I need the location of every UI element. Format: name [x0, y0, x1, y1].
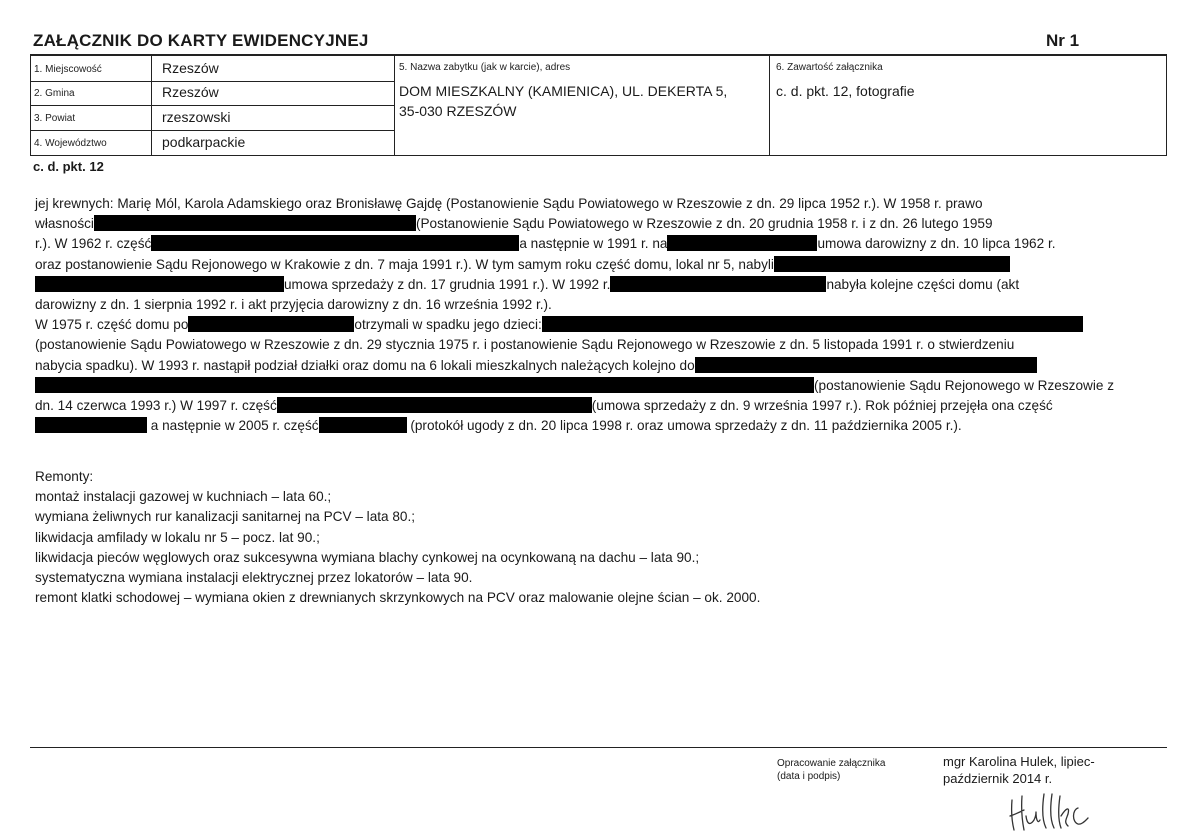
redaction-bar	[188, 316, 354, 332]
column-divider-content	[769, 55, 770, 156]
redaction-bar	[35, 417, 147, 433]
text-line: r.). W 1962 r. część a następnie w 1991 r. na umowa darowizny z dn. 10 lipca 1962 r.	[35, 236, 1056, 252]
text-line: dn. 14 czerwca 1993 r.) W 1997 r. część (umowa sprzedaży z dn. 9 września 1997 r.). Rok później przejęła ona część	[35, 398, 1053, 414]
list-item: likwidacja pieców węglowych oraz sukcesywna wymiana blachy cynkowej na ocynkowaną na dachu – lata 90.;	[35, 549, 700, 565]
nazwa-value-line1: DOM MIESZKALNY (KAMIENICA), UL. DEKERTA 5,	[399, 83, 728, 99]
document-title: ZAŁĄCZNIK DO KARTY EWIDENCYJNEJ	[33, 31, 369, 50]
text-line: darowizny z dn. 1 sierpnia 1992 r. i akt przyjęcia darowizny z dn. 16 września 1992 r.).	[35, 297, 552, 313]
redaction-bar	[695, 357, 1037, 373]
row-divider-3	[30, 130, 394, 131]
renovations-heading: Remonty:	[35, 469, 94, 484]
footer-divider	[30, 747, 1167, 748]
text-line: a następnie w 2005 r. część (protokół ugody z dn. 20 lipca 1998 r. oraz umowa sprzedaży z dn. 11 października 2005 r.).	[35, 416, 1150, 436]
author-info	[943, 753, 1143, 787]
list-item: montaż instalacji gazowej w kuchniach – lata 60.;	[35, 489, 332, 505]
redaction-bar	[35, 276, 284, 292]
powiat-value: rzeszowski	[162, 109, 231, 125]
wojewodztwo-value: podkarpackie	[162, 134, 246, 150]
redaction-bar	[35, 377, 814, 393]
list-item: likwidacja amfilady w lokalu nr 5 – pocz. lat 90.;	[35, 529, 320, 545]
text-line: oraz postanowienie Sądu Rejonowego w Krakowie z dn. 7 maja 1991 r.). W tym samym roku część domu, lokal nr 5, nabyli	[35, 255, 1150, 275]
redaction-bar	[277, 397, 592, 413]
column-divider-right	[1166, 55, 1167, 156]
prepared-by-label-line2: (data i podpis)	[777, 771, 841, 782]
gmina-label: 2. Gmina	[34, 88, 75, 99]
text-line: W 1975 r. część domu po otrzymali w spadku jego dzieci:	[35, 315, 1150, 335]
redaction-bar	[319, 417, 407, 433]
author-line1: mgr Karolina Hulek, lipiec-	[943, 754, 1095, 769]
miejscowosc-label: 1. Miejscowość	[34, 64, 102, 75]
author-line2: październik 2014 r.	[943, 771, 1053, 786]
text-line: umowa sprzedaży z dn. 17 grudnia 1991 r.). W 1992 r. nabyła kolejne części domu (akt	[35, 275, 1150, 295]
redaction-bar	[667, 235, 817, 251]
text-line: nabycia spadku). W 1993 r. nastąpił podział działki oraz domu na 6 lokali mieszkalnych należących kolejno do	[35, 356, 1150, 376]
text-line: własności (Postanowienie Sądu Powiatowego w Rzeszowie z dn. 20 grudnia 1958 r. i z dn. 26 lutego 1959	[35, 216, 993, 232]
handwritten-signature	[1006, 790, 1096, 834]
list-item: wymiana żeliwnych rur kanalizacji sanitarnej na PCV – lata 80.;	[35, 509, 416, 525]
prepared-by-label	[777, 757, 885, 783]
prepared-by-label-line1: Opracowanie załącznika	[777, 758, 886, 769]
zawartosc-label: 6. Zawartość załącznika	[776, 62, 883, 73]
table-top-border	[30, 54, 1167, 56]
column-divider-name	[394, 55, 395, 156]
history-paragraph	[35, 194, 1150, 436]
text-line: jej krewnych: Marię Mól, Karola Adamskiego oraz Bronisławę Gajdę (Postanowienie Sądu Powiatowego w Rzeszowie z dn. 29 lipca 1952 r.). W 1958 r. prawo	[35, 196, 983, 211]
redaction-bar	[94, 215, 416, 231]
redaction-bar	[151, 235, 519, 251]
attachment-number: Nr 1	[1046, 31, 1080, 50]
renovations-section	[35, 467, 760, 608]
list-item: systematyczna wymiana instalacji elektrycznej przez lokatorów – lata 90.	[35, 570, 473, 586]
row-divider-1	[30, 81, 394, 82]
text-line: (postanowienie Sądu Powiatowego w Rzeszowie z dn. 29 stycznia 1975 r. i postanowienie Sądu Rejonowego w Rzeszowie z dn. 5 listopada 1991 r. o stwierdzeniu	[35, 337, 1015, 353]
redaction-bar	[610, 276, 826, 292]
nazwa-value-line2: 35-030 RZESZÓW	[399, 103, 517, 119]
row-divider-2	[30, 105, 394, 106]
redaction-bar	[774, 256, 1010, 272]
nazwa-label: 5. Nazwa zabytku (jak w karcie), adres	[399, 62, 571, 73]
list-item: remont klatki schodowej – wymiana okien z drewnianych skrzynkowych na PCV oraz malowanie olejne ścian – ok. 2000.	[35, 590, 761, 606]
zawartosc-value: c. d. pkt. 12, fotografie	[776, 83, 915, 99]
continuation-label: c. d. pkt. 12	[33, 159, 104, 174]
table-bottom-border	[30, 155, 1167, 156]
wojewodztwo-label: 4. Województwo	[34, 138, 107, 149]
column-divider-left	[30, 55, 31, 156]
text-line: (postanowienie Sądu Rejonowego w Rzeszowie z	[35, 376, 1150, 396]
powiat-label: 3. Powiat	[34, 113, 76, 124]
redaction-bar	[542, 316, 1083, 332]
miejscowosc-value: Rzeszów	[162, 60, 219, 76]
column-divider-label	[151, 55, 152, 156]
gmina-value: Rzeszów	[162, 84, 219, 100]
